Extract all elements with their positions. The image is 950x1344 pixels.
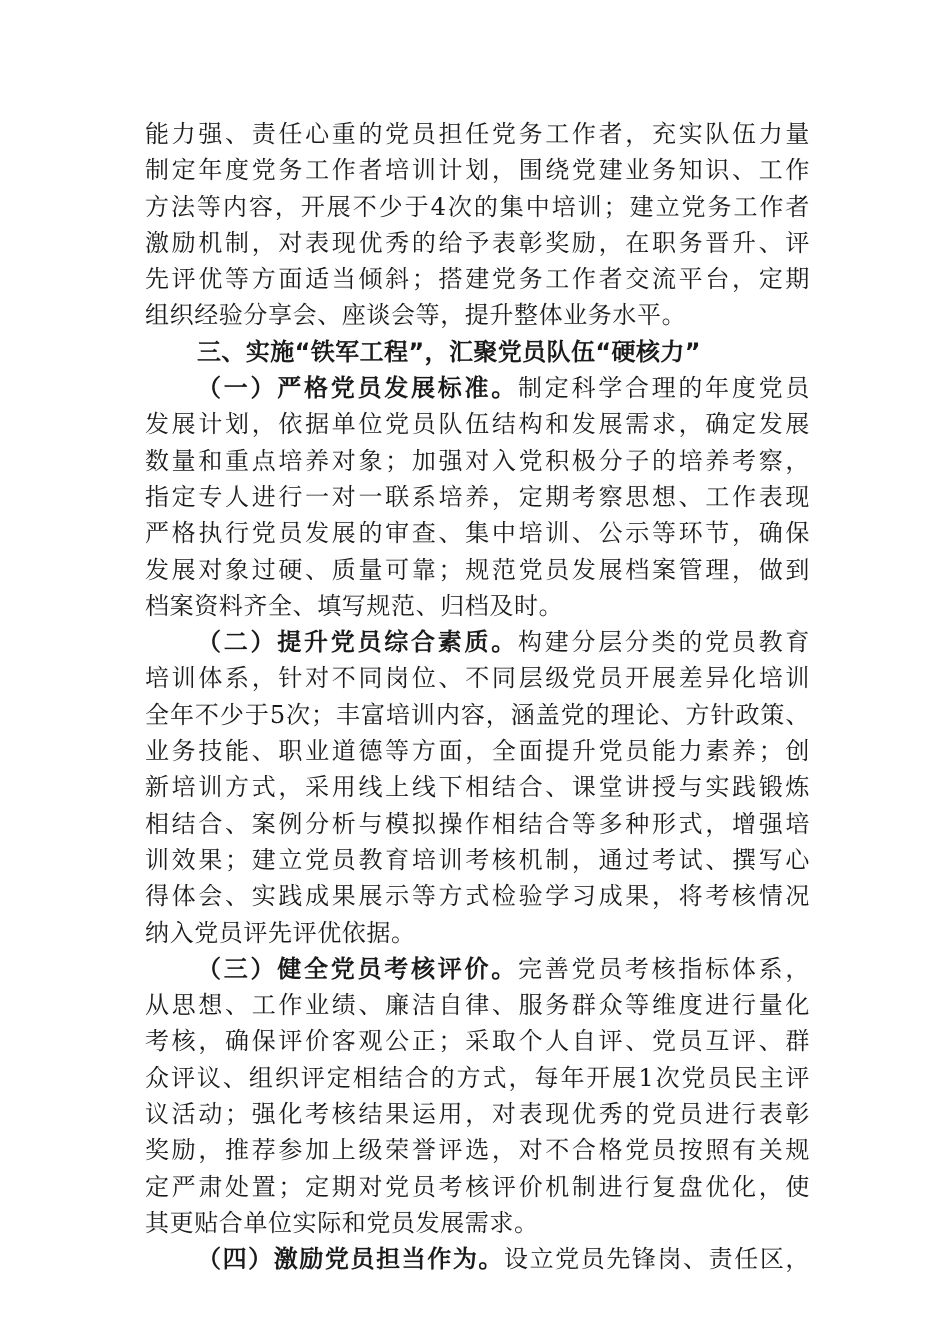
text-line: 严格执行党员发展的审查、集中培训、公示等环节，确保 xyxy=(145,519,810,548)
text-line: 众评议、组织评定相结合的方式，每年开展1次党员民主评 xyxy=(145,1063,810,1092)
paragraph-first-line xyxy=(145,1241,810,1277)
text-line: 定严肃处置；定期对党员考核评价机制进行复盘优化，使 xyxy=(145,1172,810,1201)
text-line: 发展对象过硬、质量可靠；规范党员发展档案管理，做到 xyxy=(145,555,810,584)
text-line: 训效果；建立党员教育培训考核机制，通过考试、撰写心 xyxy=(145,845,810,874)
text-line: 发展计划，依据单位党员队伍结构和发展需求，确定发展 xyxy=(145,410,810,439)
text-line: 制定年度党务工作者培训计划，围绕党建业务知识、工作 xyxy=(145,156,810,185)
paragraph-item-3 xyxy=(145,951,810,1241)
text-line: 从思想、工作业绩、廉洁自律、服务群众等维度进行量化 xyxy=(145,991,810,1020)
text-line: 能力强、责任心重的党员担任党务工作者，充实队伍力量 xyxy=(145,120,810,148)
paragraph-title: （二）提升党员综合素质。 xyxy=(197,627,518,657)
text-line: 奖励，推荐参加上级荣誉评选，对不合格党员按照有关规 xyxy=(145,1136,810,1165)
text-line: 激励机制，对表现优秀的给予表彰奖励，在职务晋升、评 xyxy=(145,228,810,257)
intro-paragraph xyxy=(145,116,810,334)
text-line: 业务技能、职业道德等方面，全面提升党员能力素养；创 xyxy=(145,737,810,766)
text-line: 纳入党员评先评优依据。 xyxy=(145,918,416,947)
paragraph-title: （一）严格党员发展标准。 xyxy=(197,373,518,403)
document-page xyxy=(145,116,810,1278)
text-line: 指定专人进行一对一联系培养，定期考察思想、工作表现 xyxy=(145,482,810,511)
text-line: 新培训方式，采用线上线下相结合、课堂讲授与实践锻炼 xyxy=(145,773,810,802)
text-line: 先评优等方面适当倾斜；搭建党务工作者交流平台，定期 xyxy=(145,265,810,294)
paragraph-item-1 xyxy=(145,370,810,624)
section-heading: 三、实施“铁军工程”，汇聚党员队伍“硬核力” xyxy=(197,337,701,366)
text-line: 得体会、实践成果展示等方式检验学习成果，将考核情况 xyxy=(145,882,810,911)
text-line: 其更贴合单位实际和党员发展需求。 xyxy=(145,1208,539,1237)
paragraph-first-line xyxy=(145,624,810,660)
paragraph-text: 构建分层分类的党员教育 xyxy=(517,628,811,657)
text-line: 方法等内容，开展不少于4次的集中培训；建立党务工作者 xyxy=(145,192,810,221)
text-line: 全年不少于5次；丰富培训内容，涵盖党的理论、方针政策、 xyxy=(145,700,810,729)
text-line: 相结合、案例分析与模拟操作相结合等多种形式，增强培 xyxy=(145,809,810,838)
paragraph-item-2 xyxy=(145,624,810,951)
paragraph-first-line xyxy=(145,370,810,406)
paragraph-first-line xyxy=(145,951,810,987)
paragraph-text: 完善党员考核指标体系， xyxy=(517,954,811,983)
paragraph-text: 设立党员先锋岗、责任区， xyxy=(504,1245,811,1274)
text-line: 档案资料齐全、填写规范、归档及时。 xyxy=(145,591,564,620)
text-line: 组织经验分享会、座谈会等，提升整体业务水平。 xyxy=(145,301,687,330)
paragraph-item-4 xyxy=(145,1241,810,1277)
text-line: 培训体系，针对不同岗位、不同层级党员开展差异化培训 xyxy=(145,664,810,693)
paragraph-title: （四）激励党员担当作为。 xyxy=(197,1244,504,1274)
text-line: 议活动；强化考核结果运用，对表现优秀的党员进行表彰 xyxy=(145,1100,810,1129)
text-line: 数量和重点培养对象；加强对入党积极分子的培养考察， xyxy=(145,446,810,475)
text-line: 考核，确保评价客观公正；采取个人自评、党员互评、群 xyxy=(145,1027,810,1056)
paragraph-text: 制定科学合理的年度党员 xyxy=(517,374,811,403)
paragraph-title: （三）健全党员考核评价。 xyxy=(197,953,518,983)
